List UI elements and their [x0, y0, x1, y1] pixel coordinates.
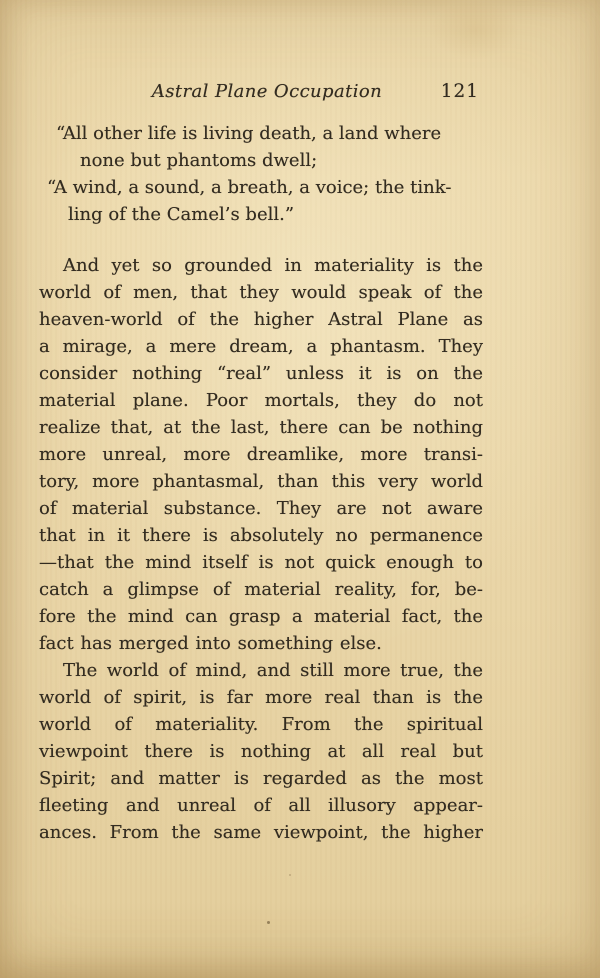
- paper-stain: [430, 0, 520, 60]
- text-line: that in it there is absolutely no permanence: [39, 525, 483, 546]
- body-text: [39, 252, 483, 846]
- text-line: more unreal, more dreamlike, more transi-: [39, 444, 483, 465]
- verse-quote: [47, 120, 517, 228]
- text-line: tory, more phantasmal, than this very world: [39, 471, 483, 492]
- verse-line: ling of the Camel’s bell.”: [68, 204, 295, 225]
- text-line: material plane. Poor mortals, they do not: [39, 390, 483, 411]
- text-line: world of men, that they would speak of the: [39, 282, 483, 303]
- text-line: ances. From the same viewpoint, the higher: [39, 822, 483, 843]
- text-line: fact has merged into something else.: [39, 633, 382, 654]
- text-line: And yet so grounded in materiality is the: [63, 255, 483, 276]
- text-line: of material substance. They are not aware: [39, 498, 483, 519]
- text-line: heaven-world of the higher Astral Plane as: [39, 309, 483, 330]
- paper-speck: [289, 874, 291, 876]
- text-line: fore the mind can grasp a material fact, the: [39, 606, 483, 627]
- verse-line: “All other life is living death, a land where: [56, 123, 442, 144]
- text-line: catch a glimpse of material reality, for, be-: [39, 579, 483, 600]
- text-line: viewpoint there is nothing at all real but: [39, 741, 483, 762]
- text-line: —that the mind itself is not quick enough to: [39, 552, 483, 573]
- text-line: Spirit; and matter is regarded as the most: [39, 768, 483, 789]
- text-line: a mirage, a mere dream, a phantasm. They: [39, 336, 483, 357]
- text-line: fleeting and unreal of all illusory appear-: [39, 795, 483, 816]
- text-line: realize that, at the last, there can be nothing: [39, 417, 483, 438]
- verse-line: “A wind, a sound, a breath, a voice; the tink-: [47, 177, 452, 198]
- text-line: The world of mind, and still more true, the: [63, 660, 483, 681]
- text-line: world of spirit, is far more real than is the: [39, 687, 483, 708]
- page-header: [39, 78, 483, 105]
- verse-line: none but phantoms dwell;: [80, 150, 318, 171]
- page-number: 121: [440, 81, 479, 102]
- text-line: consider nothing “real” unless it is on the: [39, 363, 483, 384]
- text-line: world of materiality. From the spiritual: [39, 714, 483, 735]
- running-head-title: Astral Plane Occupation: [151, 81, 383, 102]
- paper-speck: [267, 921, 270, 924]
